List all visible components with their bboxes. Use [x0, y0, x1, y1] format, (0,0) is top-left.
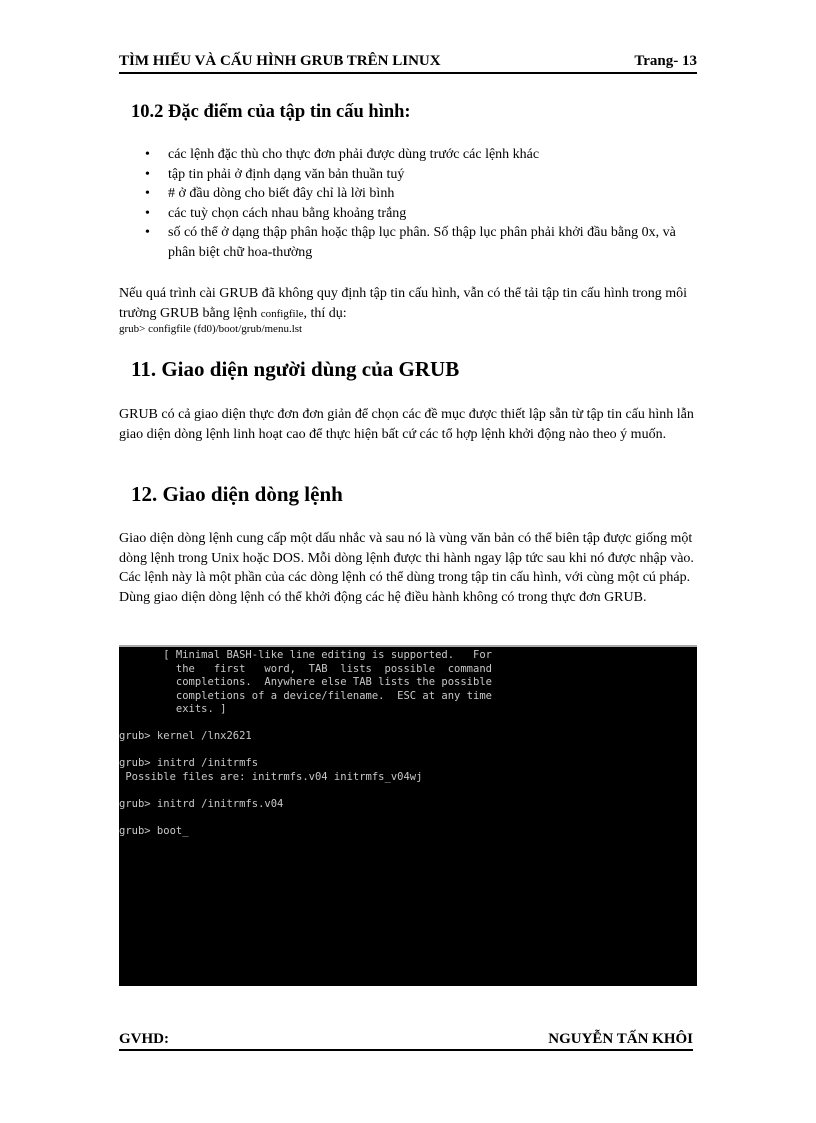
grub-terminal-screenshot — [119, 645, 697, 986]
document-title: TÌM HIỂU VÀ CẤU HÌNH GRUB TRÊN LINUX — [119, 53, 441, 69]
page-number: Trang- 13 — [634, 53, 697, 69]
page-footer — [119, 1031, 693, 1051]
list-item: • tập tin phải ở định dạng văn bản thuần tuý — [119, 165, 679, 185]
section-11-text: GRUB có cả giao diện thực đơn đơn giản để chọn các đề mục được thiết lập sẵn từ tập tin cấu hình lẫn giao diện dòng lệnh linh hoạt cao để thực hiện bất cứ các tổ hợp lệnh khởi động nào theo ý muốn. — [119, 407, 694, 442]
terminal-line: grub> boot_ — [119, 824, 189, 837]
page-header — [119, 52, 697, 74]
configfile-command: configfile — [260, 307, 304, 320]
terminal-line: grub> kernel /lnx2621 — [119, 730, 252, 742]
terminal-line: exits. ] — [119, 703, 227, 715]
configfile-example: grub> configfile (fd0)/boot/grub/menu.lst — [119, 323, 303, 335]
bullet-icon: • — [145, 147, 150, 162]
bullet-icon: • — [145, 186, 150, 201]
list-item: • # ở đầu dòng cho biết đây chỉ là lời bình — [119, 184, 679, 204]
heading-12: 12. Giao diện dòng lệnh — [131, 482, 343, 506]
bullet-icon: • — [145, 225, 150, 240]
footer-author: NGUYỄN TẤN KHÔI — [548, 1031, 693, 1047]
terminal-line: Possible files are: initrmfs.v04 initrmfs_v04wj — [119, 770, 423, 783]
terminal-line: completions. Anywhere else TAB lists the possible — [119, 676, 492, 688]
configfile-paragraph: Nếu quá trình cài GRUB đã không quy định tập tin cấu hình, vẫn có thể tải tập tin cấu hình trong môi trường GRUB bằng lệnh configfile, thí dụ: — [119, 286, 688, 321]
terminal-output — [119, 647, 697, 838]
list-item: • các lệnh đặc thù cho thực đơn phải được dùng trước các lệnh khác — [119, 145, 679, 165]
section-12-text: Giao diện dòng lệnh cung cấp một dấu nhắc và sau nó là vùng văn bản có thể biên tập được giống một dòng lệnh trong Unix hoặc DOS. Mỗi dòng lệnh được thi hành ngay lập tức sau khi nó được nhập vào. Các lệnh này là một phần của các dòng lệnh có thể dùng trong tập tin cấu hình, với cùng một cú pháp. Dùng giao diện dòng lệnh có thể khởi động các hệ điều hành không có trong thực đơn GRUB. — [119, 531, 694, 605]
terminal-line: completions of a device/filename. ESC at any time — [119, 689, 492, 702]
terminal-line: grub> initrd /initrmfs — [119, 757, 259, 769]
heading-11: 11. Giao diện người dùng của GRUB — [131, 357, 460, 381]
list-item: • số có thể ở dạng thập phân hoặc thập lục phân. Số thập lục phân phải khởi đầu bằng 0x, và phân biệt chữ hoa-thường — [145, 225, 676, 260]
terminal-line: grub> initrd /initrmfs.v04 — [119, 797, 284, 810]
terminal-line: the first word, TAB lists possible command — [119, 662, 492, 675]
bullet-icon: • — [145, 166, 150, 182]
heading-10-2: 10.2 Đặc điểm của tập tin cấu hình: — [131, 102, 411, 122]
list-item: • các tuỳ chọn cách nhau bằng khoảng trắng — [119, 204, 679, 224]
terminal-line: [ Minimal BASH-like line editing is supported. For — [119, 649, 492, 661]
footer-supervisor-label: GVHD: — [119, 1031, 169, 1047]
feature-list — [119, 145, 679, 262]
bullet-icon: • — [145, 205, 150, 221]
